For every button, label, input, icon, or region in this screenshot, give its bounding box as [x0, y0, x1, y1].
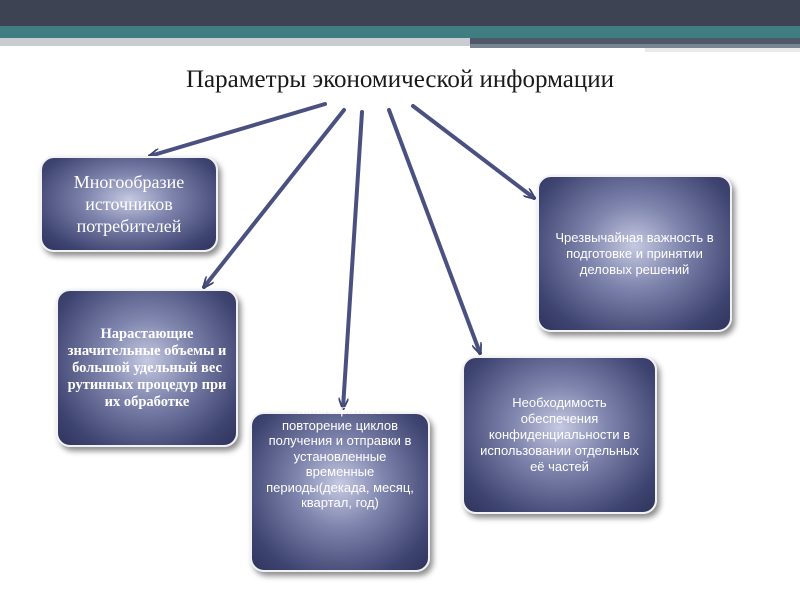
box-repeated-cycles	[250, 402, 430, 572]
box-growing-volumes	[56, 289, 238, 447]
arrow-to-box-2	[204, 110, 344, 287]
box-sources-variety	[40, 156, 218, 252]
box-confidentiality-text: Необходимость обеспечения конфиденциальности в использовании отдельных её частей	[480, 395, 639, 474]
arrow-to-box-4	[413, 106, 534, 198]
box-repeated-cycles-text: Многократное повторение циклов получения и отправки в установленные временные периоды(декада, месяц, квартал, год)	[266, 402, 414, 510]
box-growing-volumes-text: Нарастающие значительные объемы и большой удельный вес рутинных процедур при их обработке	[67, 325, 227, 410]
slide-title: Параметры экономической информации	[185, 66, 614, 93]
arrow-to-box-3	[343, 112, 362, 408]
arrow-to-box-1	[150, 104, 325, 156]
box-decision-importance-text: Чрезвычайная важность в подготовке и принятии деловых решений	[555, 229, 714, 277]
box-sources-variety-text: Многообразие источников потребителей	[73, 172, 185, 236]
box-decision-importance	[537, 175, 732, 332]
box-confidentiality	[462, 356, 657, 514]
